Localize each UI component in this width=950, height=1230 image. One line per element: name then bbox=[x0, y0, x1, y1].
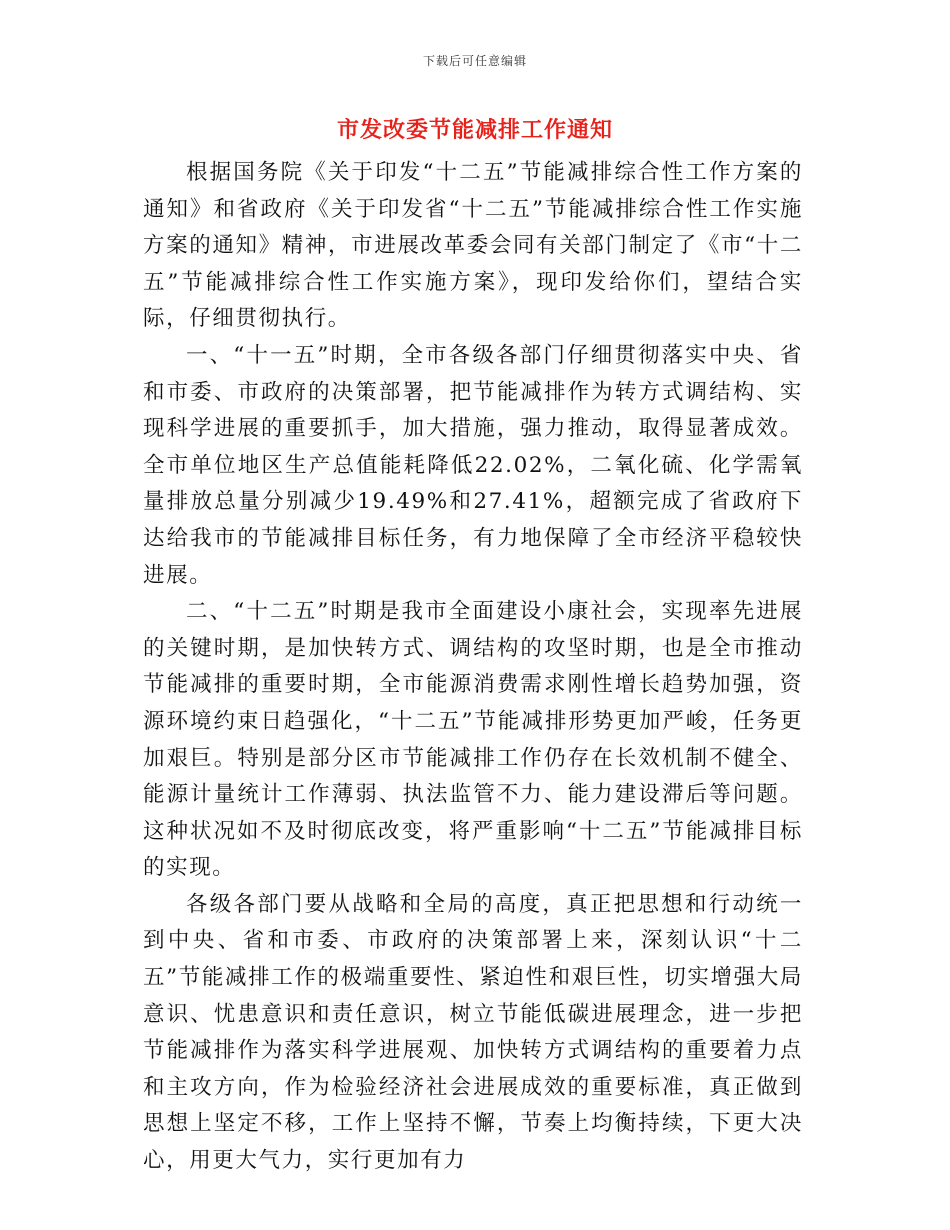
paragraph-section-one: 一、“十一五”时期，全市各级各部门仔细贯彻落实中央、省和市委、市政府的决策部署，把节能减排作为转方式调结构、实现科学进展的重要抓手，加大措施，强力推动，取得显著成效。全市单位地区生产总值能耗降低22.02%，二氧化硫、化学需氧量排放总量分别减少19.49%和27.41%，超额完成了省政府下达给我市的节能减排目标任务，有力地保障了全市经济平稳较快进展。 bbox=[143, 342, 803, 588]
paragraph-section-two: 二、“十二五”时期是我市全面建设小康社会，实现率先进展的关键时期，是加快转方式、调结构的攻坚时期，也是全市推动节能减排的重要时期，全市能源消费需求刚性增长趋势加强，资源环境约束日趋强化，“十二五”节能减排形势更加严峻，任务更加艰巨。特别是部分区市节能减排工作仍存在长效机制不健全、能源计量统计工作薄弱、执法监管不力、能力建设滞后等问题。这种状况如不及时彻底改变，将严重影响“十二五”节能减排目标的实现。 bbox=[143, 599, 803, 881]
paragraph-intro: 根据国务院《关于印发“十二五”节能减排综合性工作方案的通知》和省政府《关于印发省“十二五”节能减排综合性工作实施方案的通知》精神，市进展改革委会同有关部门制定了《市“十二五”节能减排综合性工作实施方案》，现印发给你们，望结合实际，仔细贯彻执行。 bbox=[143, 160, 803, 332]
paragraph-requirements: 各级各部门要从战略和全局的高度，真正把思想和行动统一到中央、省和市委、市政府的决策部署上来，深刻认识“十二五”节能减排工作的极端重要性、紧迫性和艰巨性，切实增强大局意识、忧患意识和责任意识，树立节能低碳进展理念，进一步把节能减排作为落实科学进展观、加快转方式调结构的重要着力点和主攻方向，作为检验经济社会进展成效的重要标准，真正做到思想上坚定不移，工作上坚持不懈，节奏上均衡持续，下更大决心，用更大气力，实行更加有力 bbox=[143, 891, 803, 1174]
document-title: 市发改委节能减排工作通知 bbox=[336, 118, 613, 143]
document-body bbox=[143, 155, 803, 1180]
header-note: 下载后可任意编辑 bbox=[422, 54, 527, 68]
